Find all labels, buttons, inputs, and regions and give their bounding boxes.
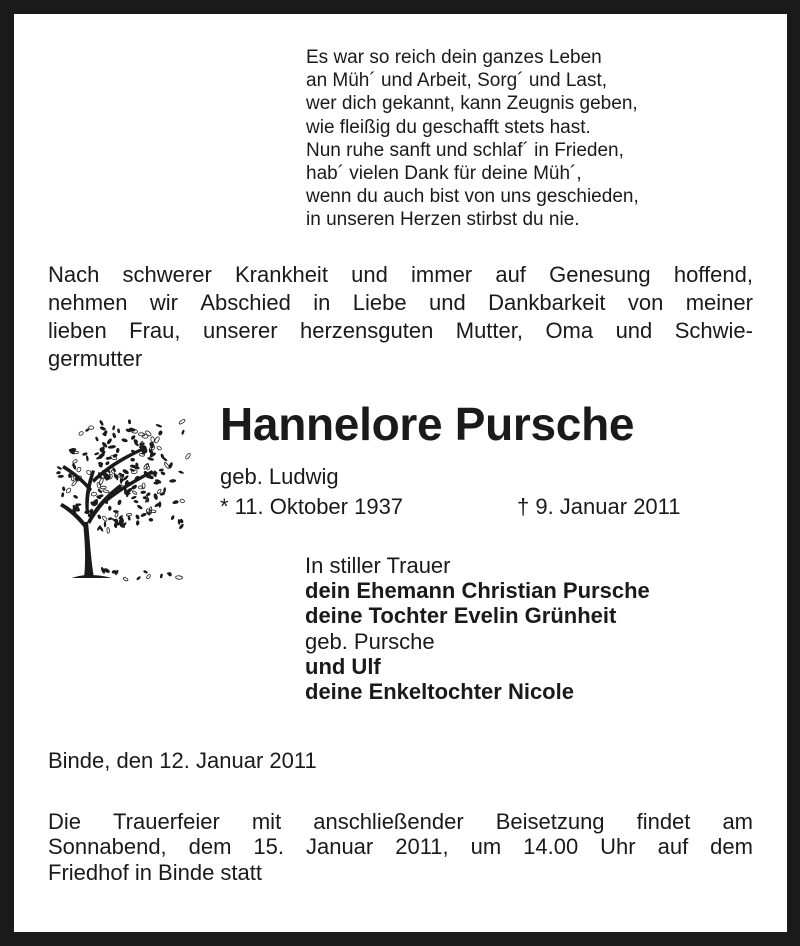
poem-line: Es war so reich dein ganzes Leben xyxy=(306,47,602,68)
leaf-shape xyxy=(131,495,137,500)
word: Oma xyxy=(545,318,594,343)
leaf-shape xyxy=(114,512,118,517)
leaf-shape xyxy=(58,475,64,479)
word: auf xyxy=(495,262,526,287)
leaf-shape xyxy=(91,492,97,496)
leaf-shape xyxy=(76,467,81,473)
leaf-shape xyxy=(95,436,99,442)
word: 2011, xyxy=(395,834,449,860)
funeral-line: Friedhof in Binde statt xyxy=(48,859,263,885)
poem-line: wer dich gekannt, kann Zeugnis geben, xyxy=(306,93,638,115)
leaf-shape xyxy=(155,423,162,428)
word: auf xyxy=(657,834,689,860)
word: nehmen xyxy=(48,290,128,315)
word: um xyxy=(470,834,502,860)
leaf-shape xyxy=(73,494,79,499)
word: Dankbarkeit xyxy=(488,290,606,315)
leaf-shape xyxy=(148,518,153,522)
leaf-shape xyxy=(159,468,164,471)
leaf-shape xyxy=(121,438,128,443)
leaf-shape xyxy=(140,490,146,494)
word: wir xyxy=(149,290,178,315)
poem-line: wenn du auch bist von uns geschieden, xyxy=(306,186,639,208)
leaf-shape xyxy=(136,504,143,510)
memorial-poem xyxy=(306,46,639,232)
leaf-shape xyxy=(112,432,117,439)
funeral-line xyxy=(48,809,753,834)
poem-line: an Müh´ und Arbeit, Sorg´ und Last, xyxy=(306,70,608,92)
deceased-name: Hannelore Pursche xyxy=(220,398,635,450)
leaf-shape xyxy=(135,514,140,520)
leaf-shape xyxy=(104,521,106,527)
mourning-intro: In stiller Trauer xyxy=(305,553,451,578)
poem-line: in unseren Herzen stirbst du nie. xyxy=(306,209,580,231)
leaf-shape xyxy=(158,501,161,507)
leaf-shape xyxy=(185,453,191,460)
leaf-shape xyxy=(65,487,71,493)
leaf-shape xyxy=(136,520,140,526)
leaf-shape xyxy=(160,573,164,578)
leaf-shape xyxy=(147,457,154,462)
word: Krankheit xyxy=(234,262,328,287)
leaf-shape xyxy=(106,438,113,445)
poem-line: hab´ vielen Dank für deine Müh´, xyxy=(306,163,582,185)
word: lieben xyxy=(48,318,107,343)
announcement-text xyxy=(48,261,753,373)
word: Mutter, xyxy=(455,318,523,343)
announcement-line xyxy=(48,317,753,345)
poem-line: wie fleißig du geschafft stets hast. xyxy=(306,116,591,138)
leaf-shape xyxy=(117,499,122,505)
mourner-daughter-birth-name: geb. Pursche xyxy=(305,628,435,654)
word: immer xyxy=(411,262,473,287)
announcement-line xyxy=(48,261,753,289)
leaf-shape xyxy=(99,420,105,427)
leaf-shape xyxy=(169,479,176,483)
mourner-daughter: deine Tochter Evelin Grünheit xyxy=(305,603,617,629)
leaf-shape xyxy=(151,437,155,443)
leaf-shape xyxy=(123,577,129,582)
mourner-granddaughter: deine Enkeltochter Nicole xyxy=(305,679,574,705)
word: am xyxy=(722,809,753,834)
funeral-line xyxy=(48,834,753,859)
word: Nach xyxy=(48,262,100,287)
leaf-shape xyxy=(62,486,66,491)
leaf-shape xyxy=(97,514,102,519)
word: Frau, xyxy=(129,318,181,343)
leaf-shape xyxy=(133,500,138,504)
leaf-shape xyxy=(140,512,147,517)
leaf-shape xyxy=(99,426,106,432)
leaf-shape xyxy=(132,490,138,495)
word: Abschied xyxy=(200,290,291,315)
obituary-notice xyxy=(14,14,787,932)
leaf-shape xyxy=(116,448,120,454)
death-date: † 9. Januar 2011 xyxy=(517,494,681,519)
word: findet xyxy=(636,809,691,834)
leaf-shape xyxy=(61,492,65,497)
word: Trauerfeier xyxy=(113,809,220,834)
poem-line: Nun ruhe sanft und schlaf´ in Frieden, xyxy=(306,139,624,161)
word: und xyxy=(428,290,466,315)
word: anschließender xyxy=(313,809,464,834)
leaf-shape xyxy=(154,436,160,444)
leaf-shape xyxy=(89,426,94,430)
leaf-shape xyxy=(105,461,110,466)
word: und xyxy=(351,262,388,287)
word: mit xyxy=(251,809,282,834)
announcement-line: germutter xyxy=(48,346,143,371)
leaf-shape xyxy=(160,471,166,476)
leaf-shape xyxy=(146,492,151,497)
leaf-shape xyxy=(178,470,184,474)
leaf-shape xyxy=(181,429,185,435)
word: Die xyxy=(48,809,82,834)
leaf-shape xyxy=(108,517,113,520)
mourner-partner: und Ulf xyxy=(305,653,381,679)
word: Beisetzung xyxy=(495,809,605,834)
leaf-shape xyxy=(158,430,164,436)
mourner-husband: dein Ehemann Christian Pursche xyxy=(305,578,650,604)
funeral-info xyxy=(48,809,753,885)
place-and-date: Binde, den 12. Januar 2011 xyxy=(48,748,317,773)
leaf-shape xyxy=(143,570,148,574)
leaf-shape xyxy=(170,515,175,521)
leaf-shape xyxy=(56,471,61,475)
word: herzensguten xyxy=(299,318,434,343)
word: dem xyxy=(710,834,753,860)
leaf-shape xyxy=(136,576,141,581)
word: Schwie- xyxy=(674,318,753,343)
word: Liebe xyxy=(352,290,407,315)
announcement-line xyxy=(48,289,753,317)
leaf-shape xyxy=(128,419,132,424)
leaf-shape xyxy=(72,459,78,464)
windblown-tree-icon xyxy=(42,410,192,582)
leaf-shape xyxy=(94,452,100,456)
leaf-shape xyxy=(113,510,119,513)
word: in xyxy=(313,290,331,315)
leaf-shape xyxy=(107,528,110,534)
leaf-shape xyxy=(134,467,139,470)
leaf-shape xyxy=(179,499,184,504)
leaf-shape xyxy=(127,516,131,521)
word: meiner xyxy=(685,290,753,315)
leaf-shape xyxy=(86,455,89,461)
leaf-shape xyxy=(156,446,161,451)
birth-name: geb. Ludwig xyxy=(220,464,339,489)
word: unserer xyxy=(202,318,278,343)
word: schwerer xyxy=(122,262,212,287)
mourners-block xyxy=(305,553,650,704)
leaf-shape xyxy=(108,506,111,511)
leaf-shape xyxy=(117,428,120,433)
leaf-shape xyxy=(145,430,152,437)
leaf-shape xyxy=(98,478,104,486)
leaf-shape xyxy=(57,466,63,471)
word: dem xyxy=(188,834,232,860)
leaf-shape xyxy=(100,486,106,489)
word: hoffend, xyxy=(673,262,753,287)
leaf-shape xyxy=(78,431,84,436)
word: 14.00 xyxy=(523,834,579,860)
birth-date: * 11. Oktober 1937 xyxy=(220,494,404,519)
leaf-shape xyxy=(175,576,182,580)
leaf-shape xyxy=(130,458,134,462)
leaf-shape xyxy=(103,489,110,493)
leaf-shape xyxy=(71,463,77,470)
word: Sonnabend, xyxy=(48,834,167,860)
leaf-shape xyxy=(102,515,108,522)
word: Januar xyxy=(305,834,374,860)
leaf-shape xyxy=(126,513,131,516)
leaf-shape xyxy=(146,574,151,579)
word: von xyxy=(627,290,664,315)
leaf-shape xyxy=(139,453,144,456)
word: Uhr xyxy=(600,834,636,860)
word: Genesung xyxy=(549,262,651,287)
word: 15. xyxy=(253,834,284,860)
word: und xyxy=(615,318,653,343)
leaf-shape xyxy=(112,425,116,430)
leaf-shape xyxy=(179,419,186,425)
